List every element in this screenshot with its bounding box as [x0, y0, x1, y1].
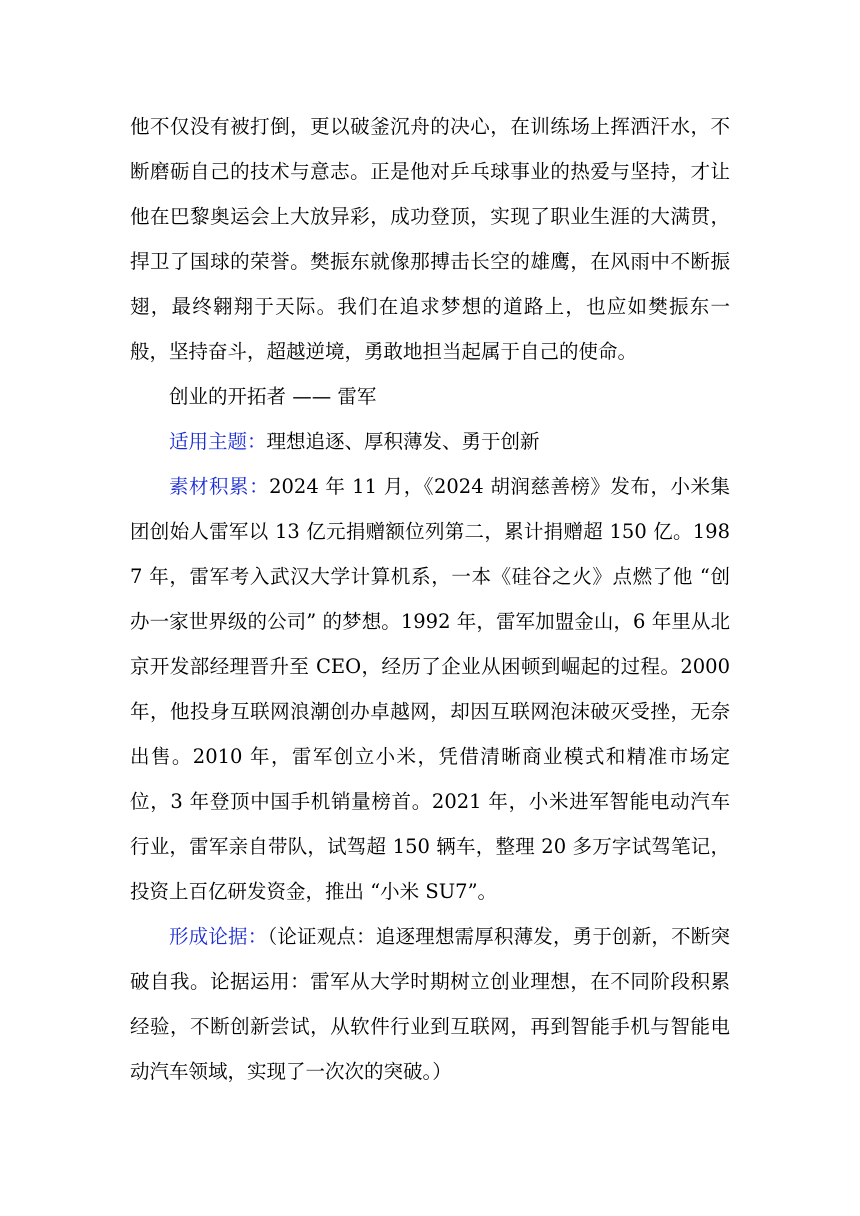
material-paragraph	[130, 464, 730, 914]
theme-label: 适用主题：	[169, 430, 267, 453]
theme-paragraph	[130, 419, 730, 464]
argument-label: 形成论据：	[169, 925, 268, 948]
section-heading: 创业的开拓者 —— 雷军	[169, 385, 377, 408]
material-label: 素材积累：	[169, 475, 270, 498]
material-text: 2024 年 11 月，《2024 胡润慈善榜》发布，小米集团创始人雷军以 13 亿元捐赠额位列第二，累计捐赠超 150 亿。1987 年，雷军考入武汉大学计算机系，一本《硅谷之火》点燃了他 “创办一家世界级的公司” 的梦想。1992 年，雷军加盟金山，6 年里从北京开发部经理晋升至 CEO，经历了企业从困顿到崛起的过程。2000 年，他投身互联网浪潮创办卓越网，却因互联网泡沫破灭受挫，无奈出售。2010 年，雷军创立小米，凭借清晰商业模式和精准市场定位，3 年登顶中国手机销量榜首。2021 年，小米进军智能电动汽车行业，雷军亲自带队，试驾超 150 辆车，整理 20 多万字试驾笔记，投资上百亿研发资金，推出 “小米 SU7”。	[130, 475, 730, 903]
theme-text: 理想追逐、厚积薄发、勇于创新	[266, 430, 540, 453]
document-page	[130, 104, 730, 1094]
argument-paragraph	[130, 914, 730, 1094]
argument-text: （论证观点：追逐理想需厚积薄发，勇于创新，不断突破自我。论据运用：雷军从大学时期树立创业理想，在不同阶段积累经验，不断创新尝试，从软件行业到互联网，再到智能手机与智能电动汽车领域，实现了一次次的突破。）	[130, 925, 730, 1083]
intro-paragraph: 他不仅没有被打倒，更以破釜沉舟的决心，在训练场上挥洒汗水，不断磨砺自己的技术与意志。正是他对乒乓球事业的热爱与坚持，才让他在巴黎奥运会上大放异彩，成功登顶，实现了职业生涯的大满贯，捍卫了国球的荣誉。樊振东就像那搏击长空的雄鹰，在风雨中不断振翅，最终翱翔于天际。我们在追求梦想的道路上，也应如樊振东一般，坚持奋斗，超越逆境，勇敢地担当起属于自己的使命。	[130, 115, 730, 363]
